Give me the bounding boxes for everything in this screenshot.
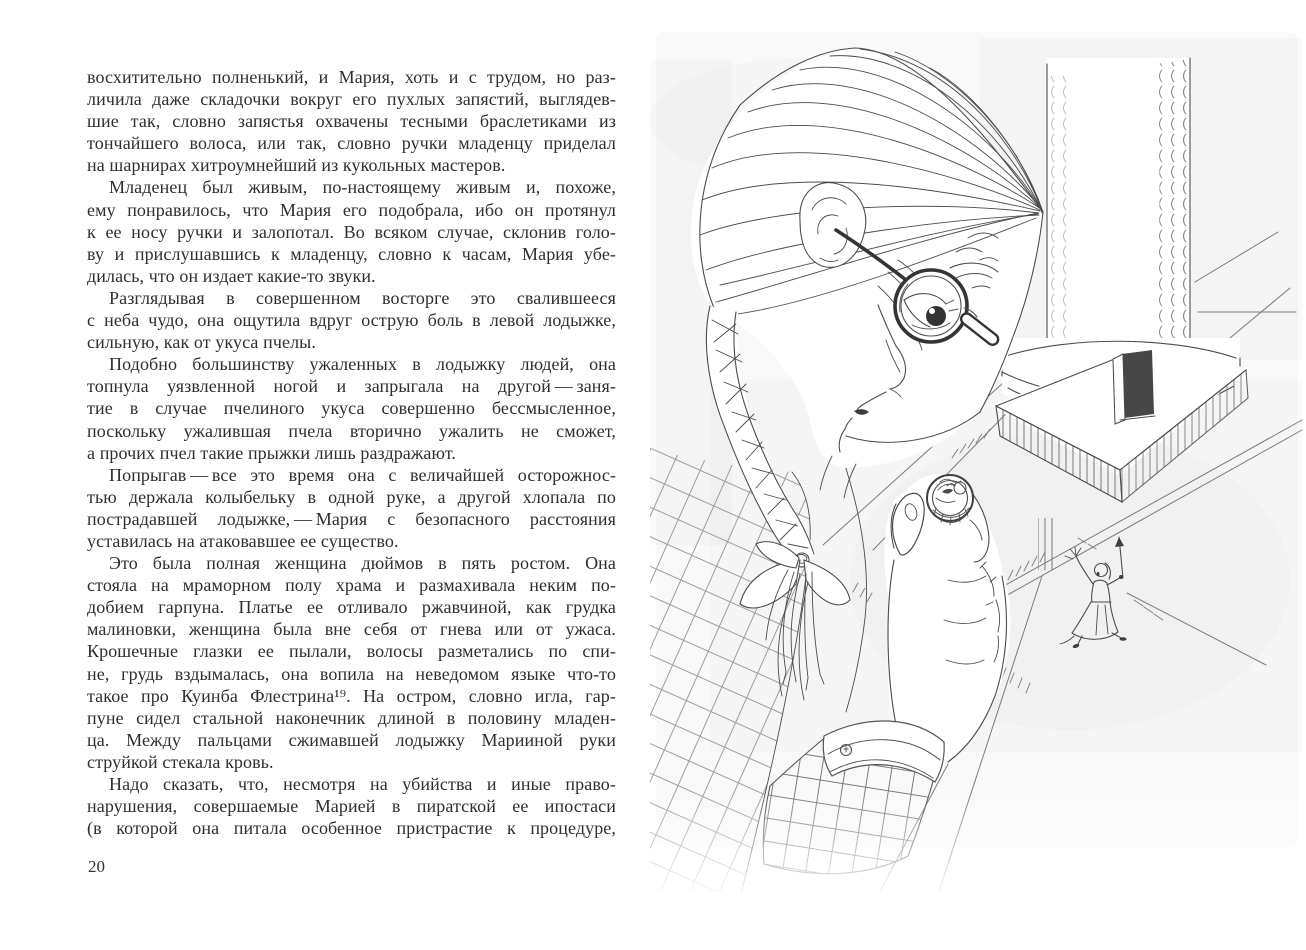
text-line: (в которой она питала особенное пристрастие к процедуре, [87, 818, 616, 839]
paragraph [87, 287, 616, 353]
glasses-lens [895, 270, 967, 342]
paragraph [87, 66, 616, 176]
text-line: пострадавшей лодыжке, — Мария с безопасного расстояния [87, 508, 616, 529]
text-line: а прочих пчел такие прыжки лишь раздражают. [87, 442, 457, 463]
text-line: сильную, как от укуса пчелы. [87, 332, 316, 353]
text-line: Попрыгав — все это время она с величайшей осторожнос- [109, 464, 616, 485]
sketch-fade [650, 790, 1306, 902]
text-line: струйкой стекала кровь. [87, 751, 274, 772]
text-line: стояла на мраморном полу храма и размахивала неким по- [87, 575, 616, 596]
text-line: восхитительно полненький, и Мария, хоть и с трудом, но раз- [87, 67, 616, 87]
text-line: тие в случае пчелиного укуса совершенно бессмысленное, [87, 398, 616, 419]
left-page [0, 0, 650, 950]
text-block [87, 66, 616, 839]
paragraph [87, 552, 616, 773]
paragraph [87, 176, 616, 286]
text-line: шие так, словно запястья охвачены тесными браслетиками из [87, 111, 616, 132]
text-line: малиновки, женщина была вне себя от гнева или от ужаса. [87, 619, 616, 640]
text-line: пуне сидел стальной наконечник длиной в половину младен- [87, 707, 616, 728]
text-line: Подобно большинству ужаленных в лодыжку людей, она [109, 354, 616, 375]
text-line: ему понравилось, что Мария его подобрала, ибо он протянул [87, 199, 616, 220]
paragraph [87, 353, 616, 463]
text-line: поскольку ужалившая пчела вторично ужалить не сможет, [87, 420, 616, 441]
text-line: ца. Между пальцами сжимавшей лодыжку Марииной руки [87, 729, 616, 750]
text-line: дилась, что он издает какие-то звуки. [87, 265, 376, 286]
text-line: такое про Куинба Флестрина¹⁹. На остром, словно игла, гар- [87, 685, 616, 706]
text-line: Это была полная женщина дюймов в пять ростом. Она [109, 553, 616, 574]
paragraph [87, 464, 616, 552]
text-line: Надо сказать, что, несмотря на убийства и иные право- [109, 774, 616, 794]
doorway [1113, 350, 1155, 424]
text-line: Младенец был живым, по-настоящему живым и, похоже, [109, 177, 616, 198]
text-line: ву и прислушавшись к младенцу, словно к часам, Мария убе- [87, 243, 616, 264]
text-line: к ее носу ручки и залопотал. Во всяком случае, склонив голо- [87, 221, 616, 242]
text-line: не, грудь вздымалась, она вопила на неведомом языке что-то [87, 663, 616, 684]
illustration [650, 20, 1306, 935]
text-line: Крошечные глазки ее пылали, волосы разметались по спи- [87, 641, 616, 662]
text-line: тью держала колыбельку в одной руке, а другой хлопала по [87, 486, 616, 507]
right-page [650, 0, 1306, 950]
paragraph [87, 773, 616, 839]
text-line: добием гарпуна. Платье ее отливало ржавчиной, как грудка [87, 597, 616, 618]
page-number: 20 [88, 857, 105, 876]
text-line: на шарнирах хитроумнейший из кукольных мастеров. [87, 155, 506, 176]
text-line: топнула уязвленной ногой и запрыгала на другой — заня- [87, 376, 616, 397]
text-line: уставилась на атаковавшее ее существо. [87, 530, 399, 551]
text-line: с неба чудо, она ощутила вдруг острую боль в левой лодыжке, [87, 310, 616, 331]
text-line: Разглядывая в совершенном восторге это свалившееся [109, 287, 616, 308]
text-line: нарушения, совершаемые Марией в пиратской ее ипостаси [87, 796, 616, 817]
text-line: личила даже складочки вокруг его пухлых запястий, выглядев- [87, 89, 616, 110]
sketch-fade-bottom [650, 892, 1306, 935]
text-line: тончайшего волоса, или так, словно ручки младенцу приделал [87, 133, 616, 154]
